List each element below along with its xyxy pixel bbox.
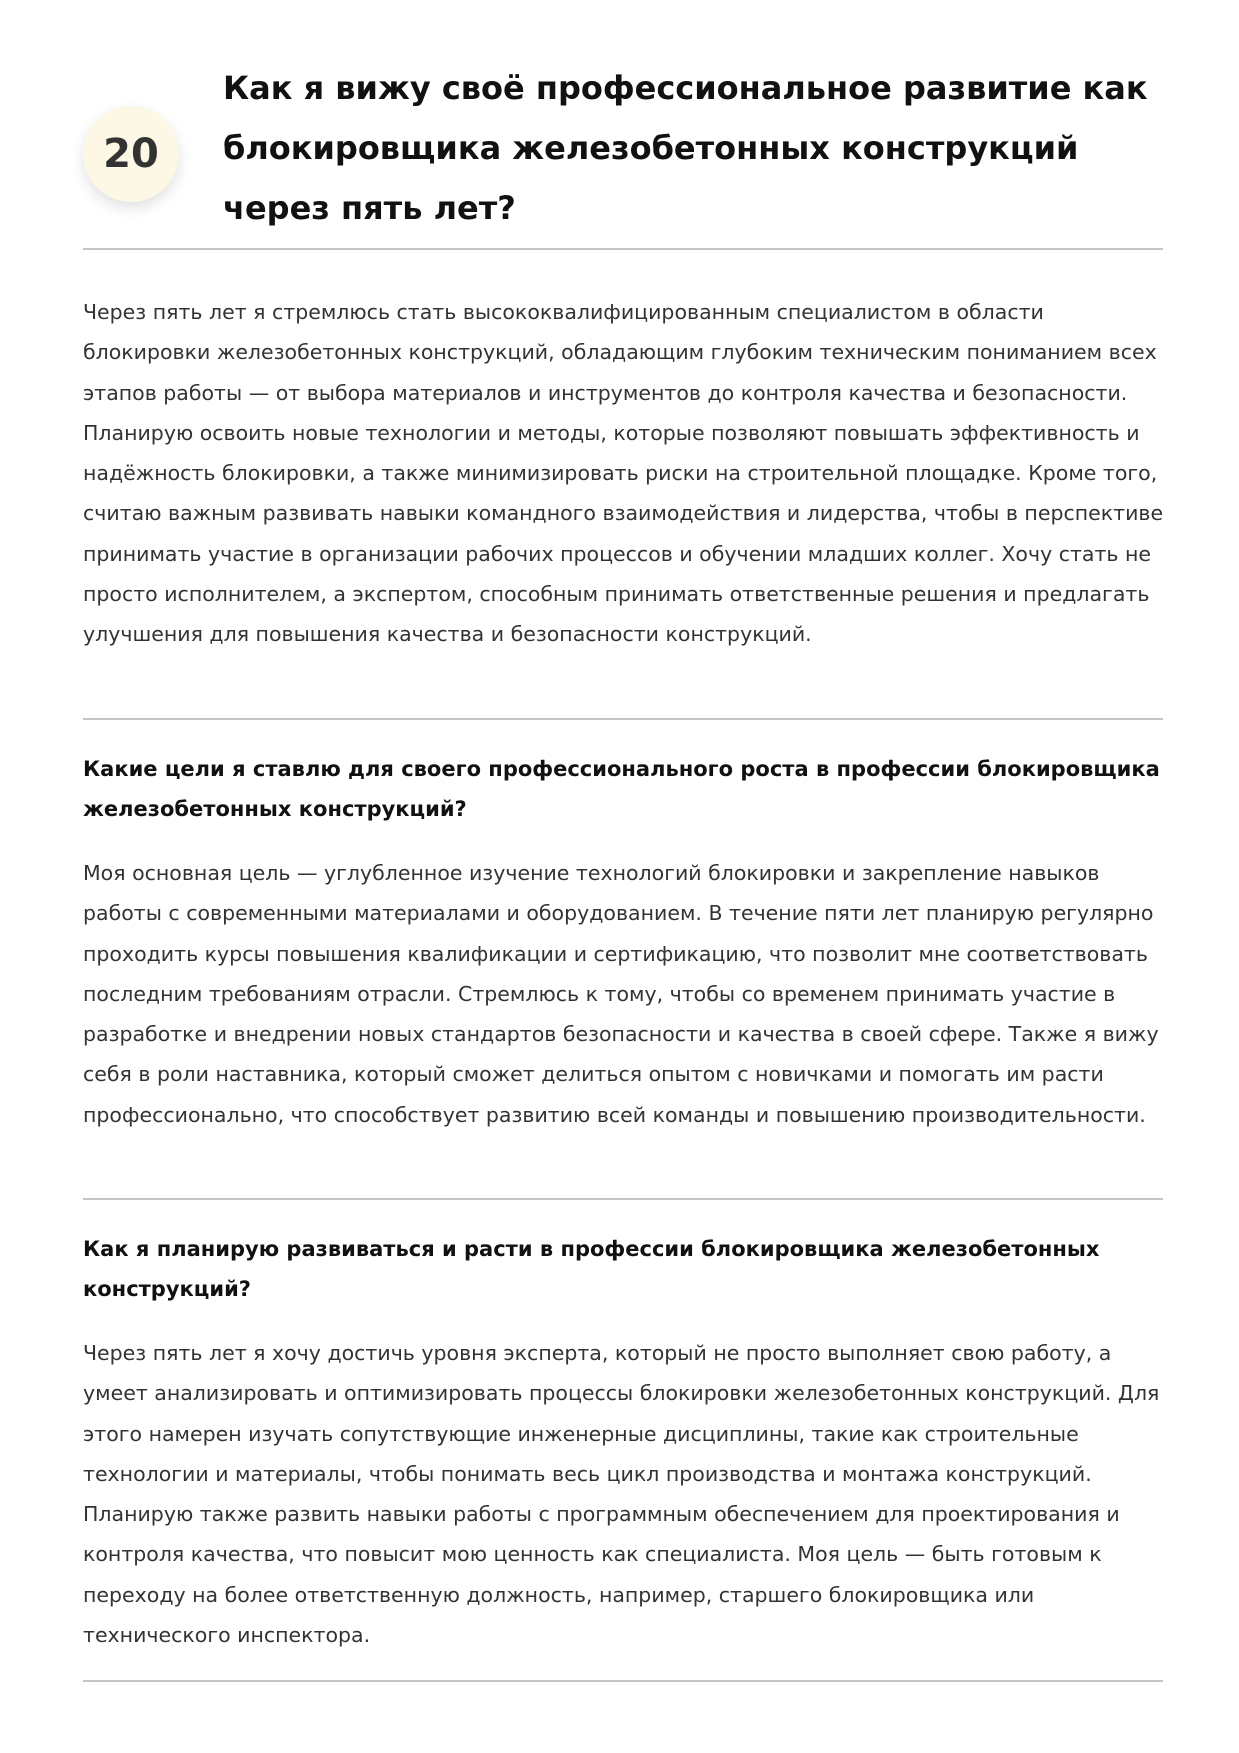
divider xyxy=(83,248,1163,250)
answer-paragraph: Через пять лет я хочу достичь уровня эксперта, который не просто выполняет свою работу, а умеет анализировать и оптимизировать процессы блокировки железобетонных конструкций. Для этого намерен изучать сопутствующие инженерные дисциплины, такие как строительные технологии и материалы, чтобы понимать весь цикл производства и монтажа конструкций. Планирую также развить навыки работы с программным обеспечением для проектирования и контроля качества, что повысит мою ценность как специалиста. Моя цель — быть готовым к переходу на более ответственную должность, например, старшего блокировщика или технического инспектора. xyxy=(83,1341,1160,1648)
divider xyxy=(83,1198,1163,1200)
page-title: Как я вижу своё профессиональное развитие как блокировщика железобетонных конструкций через пять лет? xyxy=(223,69,1148,227)
question-number-badge: 20 xyxy=(83,106,179,202)
divider xyxy=(83,1680,1163,1682)
divider xyxy=(83,718,1163,720)
answer-paragraph: Через пять лет я стремлюсь стать высококвалифицированным специалистом в области блокировки железобетонных конструкций, обладающим глубоким техническим пониманием всех этапов работы — от выбора материалов и инструментов до контроля качества и безопасности. Планирую освоить новые технологии и методы, которые позволяют повышать эффективность и надёжность блокировки, а также минимизировать риски на строительной площадке. Кроме того, считаю важным развивать навыки командного взаимодействия и лидерства, чтобы в перспективе принимать участие в организации рабочих процессов и обучении младших коллег. Хочу стать не просто исполнителем, а экспертом, способным принимать ответственные решения и предлагать улучшения для повышения качества и безопасности конструкций. xyxy=(83,300,1164,647)
sub-question-heading: Какие цели я ставлю для своего профессионального роста в профессии блокировщика железобетонных конструкций? xyxy=(83,757,1160,821)
question-header xyxy=(83,58,1163,248)
answer-paragraph: Моя основная цель — углубленное изучение технологий блокировки и закрепление навыков работы с современными материалами и оборудованием. В течение пяти лет планирую регулярно проходить курсы повышения квалификации и сертификацию, что позволит мне соответствовать последним требованиям отрасли. Стремлюсь к тому, чтобы со временем принимать участие в разработке и внедрении новых стандартов безопасности и качества в своей сфере. Также я вижу себя в роли наставника, который сможет делиться опытом с новичками и помогать им расти профессионально, что способствует развитию всей команды и повышению производительности. xyxy=(83,861,1159,1127)
sub-question-heading: Как я планирую развиваться и расти в профессии блокировщика железобетонных конструкций? xyxy=(83,1237,1100,1301)
